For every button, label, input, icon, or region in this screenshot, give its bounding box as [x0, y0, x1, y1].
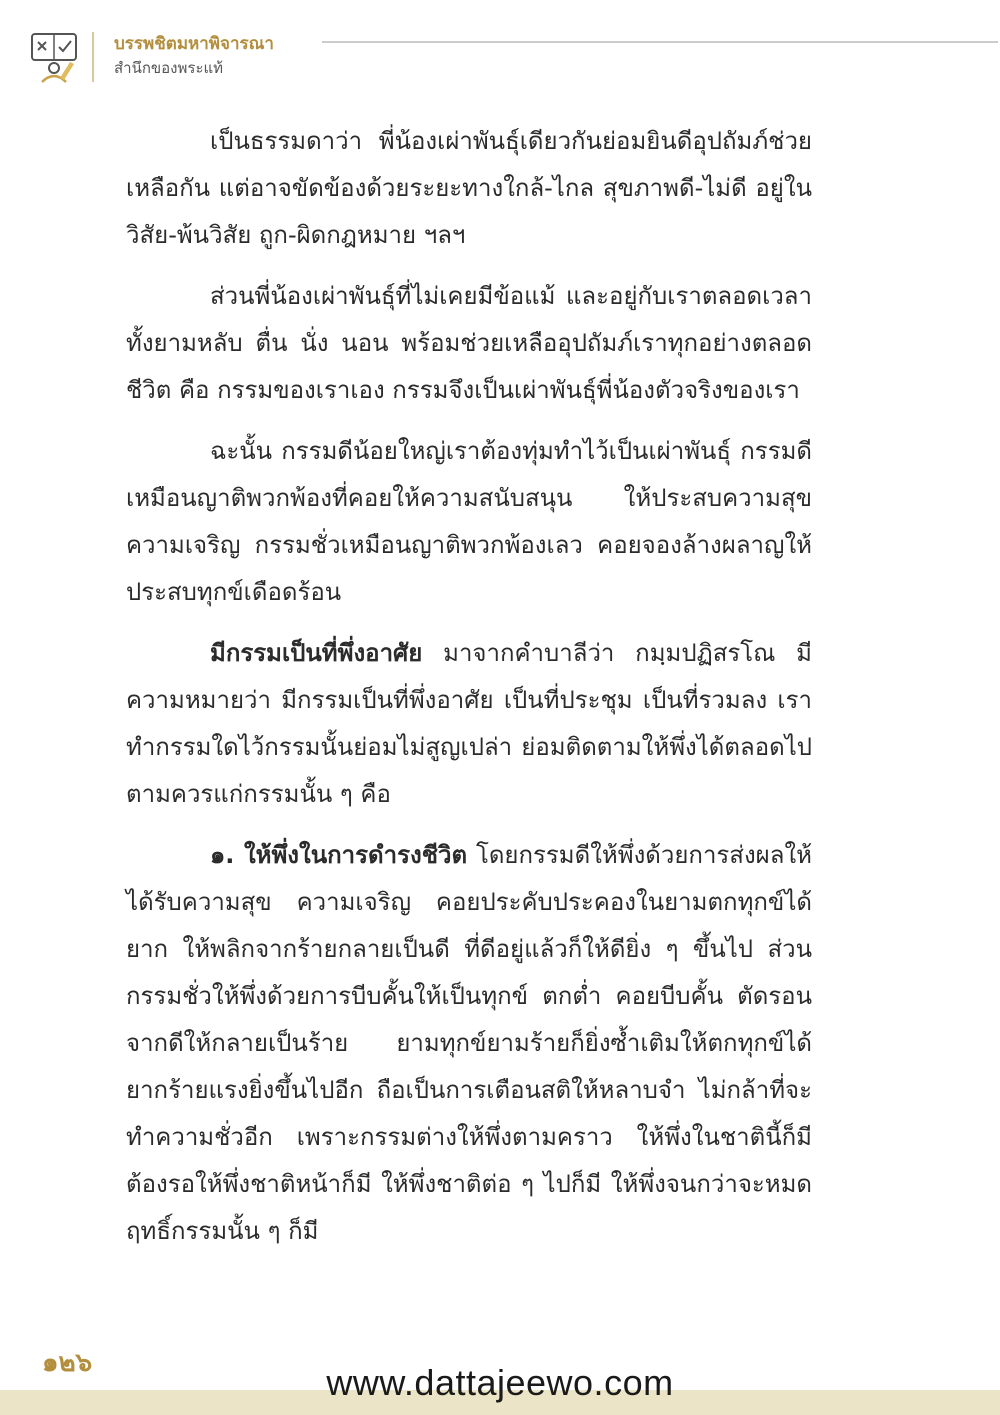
paragraph-heading: ๑. ให้พึ่งในการดำรงชีวิต — [210, 841, 468, 869]
paragraph-heading: มีกรรมเป็นที่พึ่งอาศัย — [210, 639, 423, 667]
header-rule — [322, 41, 998, 43]
paragraph-text: เป็นธรรมดาว่า พี่น้องเผ่าพันธุ์เดียวกันย่อมยินดีอุปถัมภ์ช่วยเหลือกัน แต่อาจขัดข้องด้วยระยะทางใกล้-ไกล สุขภาพดี-ไม่ดี อยู่ในวิสัย-พ้นวิสัย ถูก-ผิดกฎหมาย ฯลฯ — [126, 127, 812, 249]
header-divider — [92, 32, 94, 82]
page-number: ๑๒๖ — [42, 1348, 93, 1378]
body-text — [126, 118, 812, 1269]
paragraph-text: ส่วนพี่น้องเผ่าพันธุ์ที่ไม่เคยมีข้อแม้ และอยู่กับเราตลอดเวลา ทั้งยามหลับ ตื่น นั่ง นอน พร้อมช่วยเหลืออุปถัมภ์เราทุกอย่างตลอดชีวิต คือ กรรมของเราเอง กรรมจึงเป็นเผ่าพันธุ์พี่น้องตัวจริงของเรา — [126, 282, 812, 404]
paragraph — [126, 832, 812, 1255]
paragraph — [126, 273, 812, 414]
page-header — [0, 0, 1000, 100]
paragraph-text: ฉะนั้น กรรมดีน้อยใหญ่เราต้องทุ่มทำไว้เป็นเผ่าพันธุ์ กรรมดีเหมือนญาติพวกพ้องที่คอยให้ความสนับสนุน ให้ประสบความสุข ความเจริญ กรรมชั่วเหมือนญาติพวกพ้องเลว คอยจองล้างผลาญให้ประสบทุกข์เดือดร้อน — [126, 437, 812, 606]
book-title: บรรพชิตมหาพิจารณา — [114, 34, 274, 54]
paragraph-text: มาจากคำบาลีว่า กมฺมปฏิสรโณ มีความหมายว่า มีกรรมเป็นที่พึ่งอาศัย เป็นที่ประชุม เป็นที่รวมลง เราทำกรรมใดไว้กรรมนั้นย่อมไม่สูญเปล่า ย่อมติดตามให้พึ่งได้ตลอดไปตามควรแก่กรรมนั้น ๆ คือ — [126, 639, 812, 808]
paragraph — [126, 118, 812, 259]
chapter-subtitle: สำนึกของพระแท้ — [114, 59, 224, 77]
paragraph-text: โดยกรรมดีให้พึ่งด้วยการส่งผลให้ได้รับความสุข ความเจริญ คอยประคับประคองในยามตกทุกข์ได้ยาก ให้พลิกจากร้ายกลายเป็นดี ที่ดีอยู่แล้วก็ให้ดียิ่ง ๆ ขึ้นไป ส่วนกรรมชั่วให้พึ่งด้วยการบีบคั้นให้เป็นทุกข์ ตกต่ำ คอยบีบคั้น ตัดรอนจากดีให้กลายเป็นร้าย ยามทุกข์ยามร้ายก็ยิ่งซ้ำเติมให้ตกทุกข์ได้ยากร้ายแรงยิ่งขึ้นไปอีก ถือเป็นการเตือนสติให้หลาบจำ ไม่กล้าที่จะทำความชั่วอีก เพราะกรรมต่างให้พึ่งตามคราว ให้พึ่งในชาตินี้ก็มี ต้องรอให้พึ่งชาติหน้าก็มี ให้พึ่งชาติต่อ ๆ ไปก็มี ให้พึ่งจนกว่าจะหมดฤทธิ์กรรมนั้น ๆ ก็มี — [126, 841, 813, 1245]
checklist-person-icon — [30, 28, 82, 84]
website-url: www.dattajeewo.com — [326, 1362, 674, 1403]
paragraph — [126, 630, 812, 818]
paragraph — [126, 428, 812, 616]
